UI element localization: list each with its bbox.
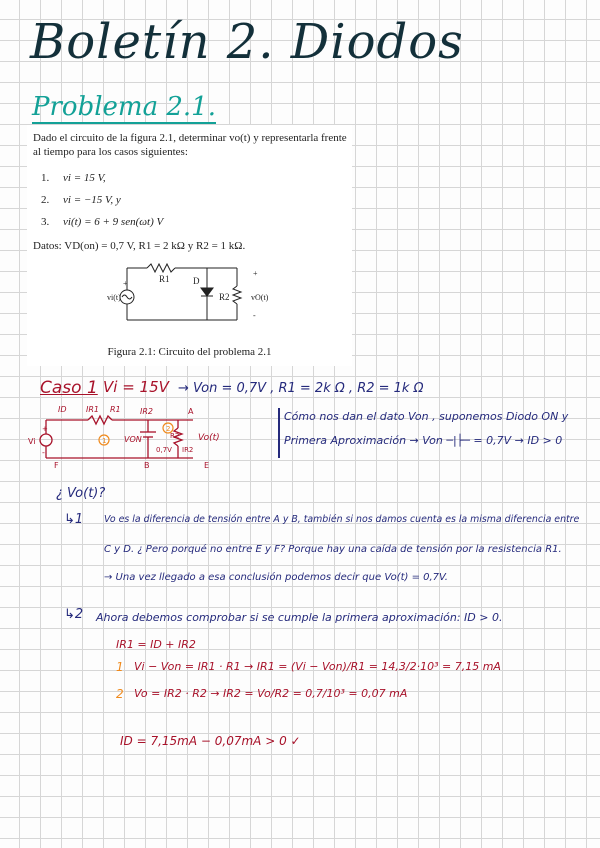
sketch-ir2-bottom: IR2 <box>182 446 194 454</box>
figure-vi-plus: + <box>123 279 128 288</box>
handdrawn-circuit <box>28 402 248 472</box>
sketch-von: VON <box>124 435 142 444</box>
statement-text: Dado el circuito de la figura 2.1, determinar vo(t) y representarla frente al tiempo para los casos siguientes: <box>33 132 347 158</box>
sketch-node-f: F <box>54 461 59 470</box>
list-item: 2. vi = −15 V, y <box>41 194 121 206</box>
problem-heading: Problema 2.1. <box>32 92 216 122</box>
sketch-mark-2: 2 <box>166 425 171 433</box>
result-line: ID = 7,15mA − 0,07mA > 0 ✓ <box>120 734 301 748</box>
page-title: Boletín 2. Diodos <box>30 14 464 70</box>
sketch-vi-minus: - <box>42 448 45 457</box>
sketch-node-e: E <box>204 461 210 470</box>
equation-2: Vo = IR2 · R2 → IR2 = Vo/R2 = 0,7/10³ = 0,07 mA <box>134 687 408 700</box>
figure-r2-label: R2 <box>219 292 230 302</box>
step2-line-1: Ahora debemos comprobar si se cumple la primera aproximación: ID > 0. <box>96 611 503 624</box>
sketch-ir2: IR2 <box>140 407 154 416</box>
figure-vo-plus: + <box>253 269 258 278</box>
case-data: → Von = 0,7V , R1 = 2k Ω , R2 = 1k Ω <box>178 381 424 396</box>
figure-d-label: D <box>193 276 200 286</box>
sketch-vi-plus: + <box>42 425 48 433</box>
question: ¿ Vo(t)? <box>56 486 106 501</box>
equation-1: Vi − Von = IR1 · R1 → IR1 = (Vi − Von)/R1 = 14,3/2·10³ = 7,15 mA <box>134 660 501 673</box>
bracket-line <box>278 408 280 458</box>
sketch-id: ID <box>58 405 67 414</box>
step2-marker: ↳2 <box>64 607 84 622</box>
eq1-marker: 1 <box>116 660 124 674</box>
figure-r1-label: R1 <box>159 274 170 284</box>
case-label: Caso 1 <box>40 378 98 398</box>
eq2-marker: 2 <box>116 687 124 701</box>
assumption-line-2: Primera Aproximación → Von ─|├─ = 0,7V → ID > 0 <box>284 434 563 447</box>
datos-text: Datos: VD(on) = 0,7 V, R1 = 2 kΩ y R2 = 1 kΩ. <box>33 240 246 252</box>
problem-statement <box>27 125 352 366</box>
figure-vo-minus: - <box>253 311 256 320</box>
sketch-node-a: A <box>188 407 194 416</box>
sketch-mark-1: 1 <box>102 437 107 445</box>
assumption-line-1: Cómo nos dan el dato Von , suponemos Diodo ON y <box>284 410 569 423</box>
figure-caption: Figura 2.1: Circuito del problema 2.1 <box>107 346 272 358</box>
case-vi: Vi = 15V <box>103 378 169 396</box>
sketch-r1: R1 <box>110 405 121 414</box>
figure-vo-label: vO(t) <box>251 293 269 302</box>
step1-line-1: Vo es la diferencia de tensión entre A y B, también si nos damos cuenta es la misma diferencia entre <box>104 514 580 525</box>
circuit-figure <box>107 260 277 335</box>
step1-line-3: → Una vez llegado a esa conclusión podemos decir que Vo(t) = 0,7V. <box>104 572 448 583</box>
step1-marker: ↳1 <box>64 512 84 527</box>
case-list <box>41 171 163 237</box>
step1-line-2: C y D. ¿ Pero porqué no entre E y F? Porque hay una caída de tensión por la resistencia R1. <box>104 544 562 555</box>
sketch-ir1: IR1 <box>86 405 100 414</box>
list-item: 3. vi(t) = 6 + 9 sen(ωt) V <box>41 216 164 228</box>
sketch-r2: R2 <box>170 432 180 440</box>
sketch-07: 0,7V <box>156 446 172 454</box>
sketch-vo: Vo(t) <box>198 433 220 443</box>
figure-vi-label: vi(t) <box>107 293 121 302</box>
sketch-vi: Vi <box>28 437 36 446</box>
sketch-node-b: B <box>144 461 150 470</box>
kcl-equation: IR1 = ID + IR2 <box>116 638 196 651</box>
list-item: 1. vi = 15 V, <box>41 172 106 184</box>
